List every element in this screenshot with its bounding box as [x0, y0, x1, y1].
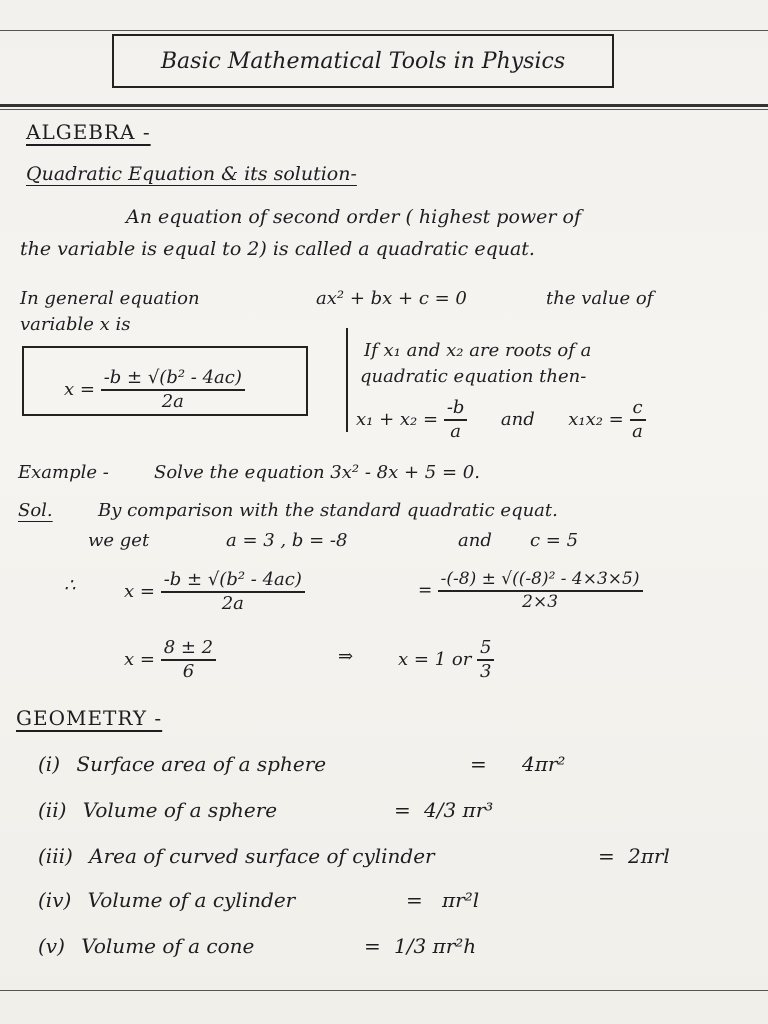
intro-line-1: An equation of second order ( highest power of [126, 206, 582, 228]
sum-denominator: a [450, 420, 461, 442]
step1 [124, 570, 305, 614]
roots-relations [356, 398, 646, 442]
page-title: Basic Mathematical Tools in Physics [112, 34, 614, 88]
step1-fraction [161, 570, 305, 614]
geometry-item-text: Area of curved surface of cylinder [89, 844, 435, 868]
geometry-item-equals: = [364, 934, 381, 958]
step3-denominator: 6 [182, 660, 195, 682]
top-rule [0, 30, 768, 31]
formula-lhs: x = [64, 379, 95, 401]
step3-result-denominator: 3 [480, 660, 492, 682]
step1-numerator: -b ± √(b² - 4ac) [161, 570, 305, 593]
solution-label: Sol. [18, 500, 53, 521]
geometry-item-equals: = [406, 888, 423, 912]
geometry-item-text: Volume of a cylinder [87, 888, 296, 912]
solution-line-2d: c = 5 [530, 530, 579, 551]
intro-line-2: the variable is equal to 2) is called a quadratic equat. [20, 238, 535, 260]
step3-numerator: 8 ± 2 [161, 638, 216, 661]
step2-numerator: -(-8) ± √((-8)² - 4×3×5) [438, 570, 643, 592]
geometry-item-text: Volume of a cone [81, 934, 255, 958]
step1-lhs: x = [124, 581, 155, 603]
title-divider-thin [0, 109, 768, 110]
geometry-item-equals: = [598, 844, 615, 868]
geometry-item-number: (i) [38, 752, 61, 776]
product-denominator: a [632, 420, 643, 442]
geometry-item-number: (v) [38, 934, 65, 958]
geometry-item-equals: = [394, 798, 411, 822]
implies-symbol: ⇒ [338, 646, 354, 667]
geometry-heading: GEOMETRY - [16, 706, 163, 730]
quadratic-subheading: Quadratic Equation & its solution- [26, 163, 357, 185]
step3-fraction [161, 638, 216, 682]
geometry-item-text: Surface area of a sphere [76, 752, 327, 776]
geometry-item-result: 2πrl [628, 844, 670, 868]
sum-numerator: -b [444, 398, 468, 421]
product-fraction [630, 398, 646, 442]
geometry-item-equals: = [470, 752, 487, 776]
geometry-item-text: Volume of a sphere [82, 798, 278, 822]
product-lhs: x₁x₂ = [568, 409, 624, 431]
algebra-heading: ALGEBRA - [26, 120, 151, 144]
column-divider [346, 328, 348, 432]
geometry-item-2 [38, 798, 494, 822]
quadratic-formula-box [22, 346, 308, 416]
solution-line-2b: a = 3 , b = -8 [226, 530, 348, 551]
geometry-item-number: (iii) [38, 844, 73, 868]
general-tail: the value of [546, 288, 654, 309]
step3-result-fraction [477, 638, 494, 682]
roots-line-2: quadratic equation then- [360, 366, 587, 387]
step3-result [398, 638, 494, 682]
step2-fraction [438, 570, 643, 612]
geometry-item-result: 1/3 πr²h [394, 934, 477, 958]
title-divider [0, 104, 768, 107]
step3-rhs: x = 1 or [398, 649, 472, 671]
geometry-item-3 [38, 844, 670, 868]
roots-and: and [500, 409, 535, 431]
geometry-item-4 [38, 888, 480, 912]
geometry-item-result: πr²l [442, 888, 480, 912]
example-label: Example - [18, 462, 109, 483]
general-line-2: variable x is [20, 314, 131, 335]
formula-numerator: -b ± √(b² - 4ac) [101, 368, 245, 391]
solution-line-2a: we get [88, 530, 150, 551]
step2 [418, 570, 643, 612]
general-equation: ax² + bx + c = 0 [316, 288, 467, 309]
step3-lhs: x = [124, 649, 155, 671]
geometry-item-number: (ii) [38, 798, 67, 822]
geometry-item-1 [38, 752, 566, 776]
general-line-1: In general equation [20, 288, 200, 309]
solution-line-2c: and [458, 530, 492, 551]
sum-fraction [444, 398, 468, 442]
product-numerator: c [630, 398, 646, 421]
geometry-item-result: 4πr² [522, 752, 566, 776]
step2-denominator: 2×3 [522, 591, 559, 612]
geometry-item-5 [38, 934, 477, 958]
solution-line-1: By comparison with the standard quadratic equat. [98, 500, 558, 521]
step3-result-numerator: 5 [477, 638, 494, 661]
geometry-item-result: 4/3 πr³ [424, 798, 494, 822]
formula-denominator: 2a [161, 390, 184, 412]
step2-eq: = [418, 580, 433, 601]
step3 [124, 638, 216, 682]
roots-line-1: If x₁ and x₂ are roots of a [364, 340, 592, 361]
formula-fraction [101, 368, 245, 412]
bottom-rule [0, 990, 768, 991]
therefore-symbol: ∴ [64, 575, 76, 596]
step1-denominator: 2a [221, 592, 244, 614]
sum-lhs: x₁ + x₂ = [356, 409, 439, 431]
geometry-item-number: (iv) [38, 888, 72, 912]
example-text: Solve the equation 3x² - 8x + 5 = 0. [154, 462, 480, 483]
